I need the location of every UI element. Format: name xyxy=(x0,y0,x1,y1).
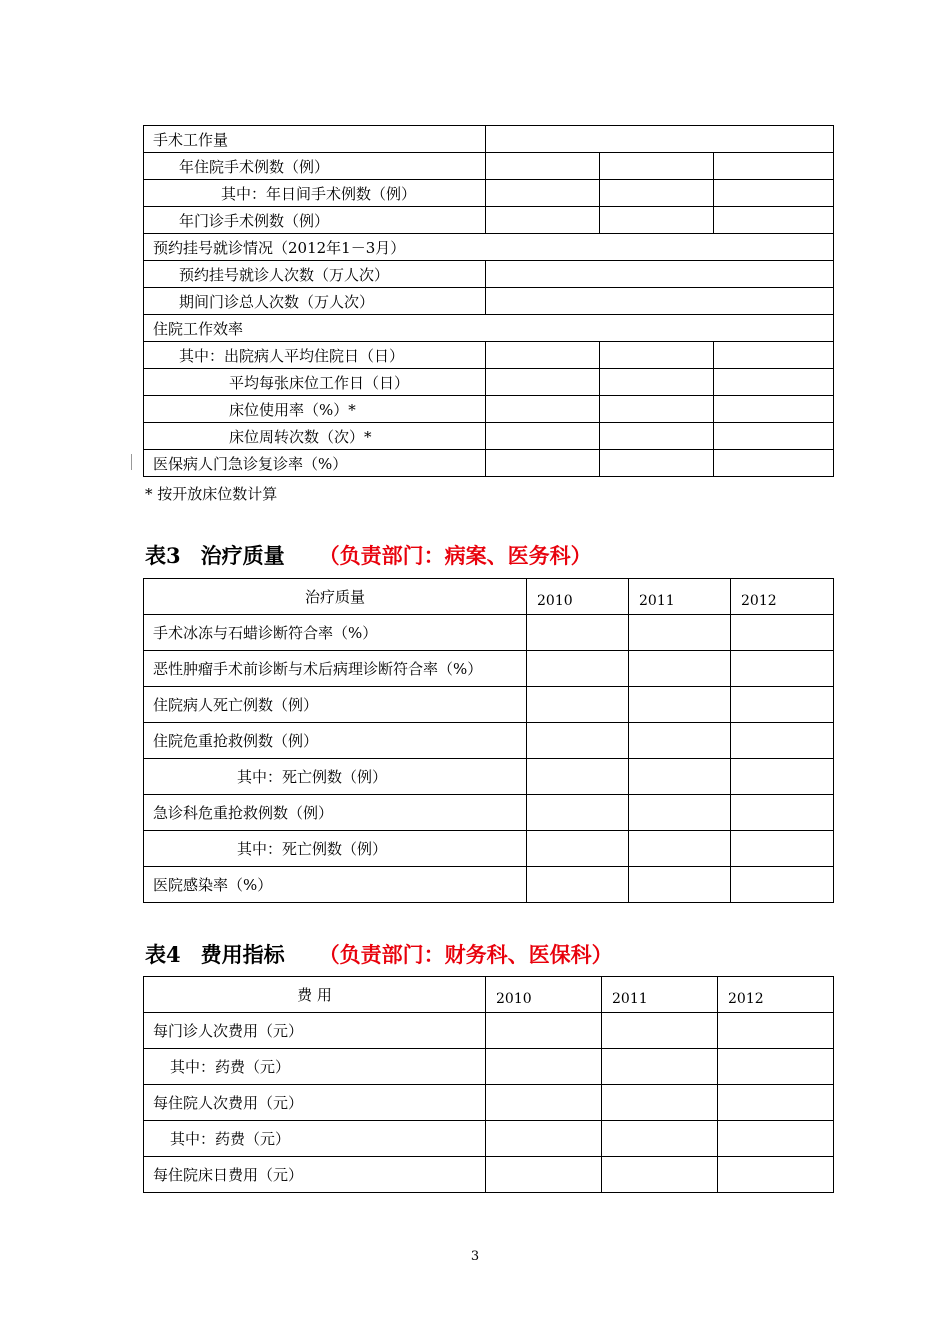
table-row xyxy=(144,1157,834,1193)
value-cell xyxy=(527,687,629,723)
value-cell xyxy=(486,396,600,423)
row-label: 其中：药费（元） xyxy=(144,1121,486,1157)
row-label: 医保病人门急诊复诊率（%） xyxy=(144,450,486,477)
value-cell xyxy=(600,342,714,369)
value-cell xyxy=(600,369,714,396)
value-cell xyxy=(486,369,600,396)
value-cell xyxy=(731,795,834,831)
table-row xyxy=(144,234,834,261)
value-cell xyxy=(600,450,714,477)
table-row xyxy=(144,423,834,450)
table-row xyxy=(144,867,834,903)
table3-number: 表3 xyxy=(145,543,181,568)
row-label: 每门诊人次费用（元） xyxy=(144,1013,486,1049)
table3-heading xyxy=(145,540,592,570)
table-row xyxy=(144,759,834,795)
value-cell xyxy=(731,615,834,651)
table-row xyxy=(144,1085,834,1121)
value-cell xyxy=(527,795,629,831)
value-cell xyxy=(527,651,629,687)
value-cell xyxy=(486,207,600,234)
value-cell xyxy=(731,687,834,723)
header-label: 治疗质量 xyxy=(144,579,527,615)
value-cell xyxy=(486,1085,602,1121)
value-cell xyxy=(718,1157,834,1193)
table-cost-indicators xyxy=(143,976,834,1193)
value-cell xyxy=(731,867,834,903)
row-label: 年住院手术例数（例） xyxy=(144,153,486,180)
table-row xyxy=(144,342,834,369)
value-cell xyxy=(714,207,834,234)
table-treatment-quality xyxy=(143,578,834,903)
value-cell xyxy=(486,1013,602,1049)
value-cell xyxy=(629,867,731,903)
table-row xyxy=(144,615,834,651)
table-row xyxy=(144,396,834,423)
table3-title: 治疗质量 xyxy=(200,543,285,568)
row-label: 每住院床日费用（元） xyxy=(144,1157,486,1193)
value-cell xyxy=(486,423,600,450)
row-label: 每住院人次费用（元） xyxy=(144,1085,486,1121)
footnote: * 按开放床位数计算 xyxy=(145,485,278,503)
table-workload xyxy=(143,125,834,477)
table4-department: （负责部门：财务科、医保科） xyxy=(318,942,613,967)
value-cell xyxy=(600,423,714,450)
table-row xyxy=(144,723,834,759)
table-row xyxy=(144,831,834,867)
value-cell xyxy=(714,396,834,423)
row-label: 手术冰冻与石蜡诊断符合率（%） xyxy=(144,615,527,651)
value-cell xyxy=(629,651,731,687)
row-label: 其中：药费（元） xyxy=(144,1049,486,1085)
value-cell xyxy=(527,867,629,903)
value-cell xyxy=(731,831,834,867)
page-number: 3 xyxy=(470,1249,480,1264)
year-header: 2011 xyxy=(602,977,718,1013)
table4-number: 表4 xyxy=(145,942,181,967)
header-row xyxy=(144,579,834,615)
value-cell xyxy=(486,261,834,288)
value-cell xyxy=(486,342,600,369)
table-row xyxy=(144,795,834,831)
row-label: 其中：死亡例数（例） xyxy=(144,759,527,795)
value-cell xyxy=(527,615,629,651)
row-label: 预约挂号就诊人次数（万人次） xyxy=(144,261,486,288)
value-cell xyxy=(600,396,714,423)
table4-heading xyxy=(145,939,613,969)
row-label: 住院工作效率 xyxy=(144,315,834,342)
header-row xyxy=(144,977,834,1013)
row-label: 其中：年日间手术例数（例） xyxy=(144,180,486,207)
year-header: 2011 xyxy=(629,579,731,615)
row-label: 手术工作量 xyxy=(144,126,486,153)
value-cell xyxy=(629,723,731,759)
value-cell xyxy=(527,723,629,759)
table-row xyxy=(144,369,834,396)
row-label: 医院感染率（%） xyxy=(144,867,527,903)
value-cell xyxy=(718,1013,834,1049)
value-cell xyxy=(527,759,629,795)
row-label: 住院病人死亡例数（例） xyxy=(144,687,527,723)
value-cell xyxy=(629,759,731,795)
value-cell xyxy=(718,1085,834,1121)
value-cell xyxy=(486,126,834,153)
row-label: 住院危重抢救例数（例） xyxy=(144,723,527,759)
row-label: 平均每张床位工作日（日） xyxy=(144,369,486,396)
year-header: 2010 xyxy=(486,977,602,1013)
table-row xyxy=(144,1013,834,1049)
value-cell xyxy=(731,723,834,759)
value-cell xyxy=(600,180,714,207)
value-cell xyxy=(714,180,834,207)
value-cell xyxy=(486,1049,602,1085)
value-cell xyxy=(731,651,834,687)
value-cell xyxy=(629,687,731,723)
header-label: 费 用 xyxy=(144,977,486,1013)
table-row xyxy=(144,315,834,342)
year-header: 2010 xyxy=(527,579,629,615)
row-label: 急诊科危重抢救例数（例） xyxy=(144,795,527,831)
value-cell xyxy=(714,342,834,369)
value-cell xyxy=(486,288,834,315)
row-label: 其中：死亡例数（例） xyxy=(144,831,527,867)
table4-title: 费用指标 xyxy=(200,942,285,967)
table-row xyxy=(144,450,834,477)
value-cell xyxy=(714,369,834,396)
value-cell xyxy=(486,153,600,180)
row-label: 期间门诊总人次数（万人次） xyxy=(144,288,486,315)
value-cell xyxy=(718,1049,834,1085)
value-cell xyxy=(731,759,834,795)
table-row xyxy=(144,687,834,723)
value-cell xyxy=(600,207,714,234)
table-row xyxy=(144,207,834,234)
row-label: 床位使用率（%）* xyxy=(144,396,486,423)
value-cell xyxy=(602,1121,718,1157)
value-cell xyxy=(602,1049,718,1085)
table-row xyxy=(144,261,834,288)
value-cell xyxy=(714,423,834,450)
value-cell xyxy=(718,1121,834,1157)
table-row xyxy=(144,1121,834,1157)
year-header: 2012 xyxy=(718,977,834,1013)
value-cell xyxy=(527,831,629,867)
year-header: 2012 xyxy=(731,579,834,615)
value-cell xyxy=(629,615,731,651)
table-row xyxy=(144,288,834,315)
table-row xyxy=(144,1049,834,1085)
row-label: 其中：出院病人平均住院日（日） xyxy=(144,342,486,369)
value-cell xyxy=(600,153,714,180)
table-row xyxy=(144,126,834,153)
row-label: 预约挂号就诊情况（2012年1－3月） xyxy=(144,234,834,261)
row-label: 床位周转次数（次）* xyxy=(144,423,486,450)
row-label: 年门诊手术例数（例） xyxy=(144,207,486,234)
table-row xyxy=(144,180,834,207)
value-cell xyxy=(629,795,731,831)
margin-mark xyxy=(131,454,132,470)
table-row xyxy=(144,651,834,687)
value-cell xyxy=(629,831,731,867)
value-cell xyxy=(486,180,600,207)
value-cell xyxy=(602,1085,718,1121)
table3-department: （负责部门：病案、医务科） xyxy=(318,543,592,568)
row-label: 恶性肿瘤手术前诊断与术后病理诊断符合率（%） xyxy=(144,651,527,687)
value-cell xyxy=(714,153,834,180)
table-row xyxy=(144,153,834,180)
value-cell xyxy=(486,1121,602,1157)
value-cell xyxy=(602,1013,718,1049)
value-cell xyxy=(602,1157,718,1193)
value-cell xyxy=(486,450,600,477)
value-cell xyxy=(714,450,834,477)
value-cell xyxy=(486,1157,602,1193)
